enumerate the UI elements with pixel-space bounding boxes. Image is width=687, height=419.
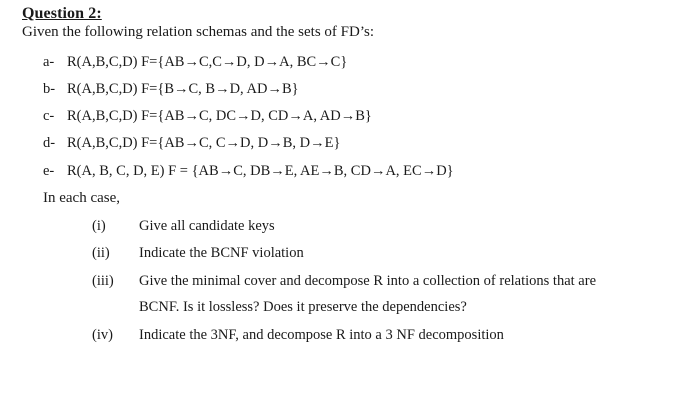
schema-letter: b- xyxy=(43,81,56,97)
schema-text: R(A,B,C,D) F={AB→C, C→D, D→B, D→E} xyxy=(67,135,341,151)
task-text: Give all candidate keys xyxy=(139,218,275,234)
question-heading: Question 2: xyxy=(22,5,102,22)
task-number: (ii) xyxy=(92,245,110,261)
schema-item-b xyxy=(43,81,299,98)
schema-text: R(A,B,C,D) F={AB→C, DC→D, CD→A, AD→B} xyxy=(67,108,372,124)
task-item-iii-continuation: BCNF. Is it lossless? Does it preserve the dependencies? xyxy=(139,299,467,315)
task-number: (iii) xyxy=(92,273,114,289)
schema-item-c xyxy=(43,108,372,125)
task-text: Give the minimal cover and decompose R into a collection of relations that are xyxy=(139,273,597,289)
schema-letter: c- xyxy=(43,108,55,124)
schema-item-a xyxy=(43,54,347,71)
schema-item-e xyxy=(43,163,454,180)
schema-text: R(A, B, C, D, E) F = {AB→C, DB→E, AE→B, CD→A, EC→D} xyxy=(67,163,454,179)
task-number: (i) xyxy=(92,218,106,234)
each-case-label: In each case, xyxy=(43,190,121,206)
task-text: Indicate the 3NF, and decompose R into a 3 NF decomposition xyxy=(139,327,504,343)
schema-letter: a- xyxy=(43,54,55,70)
schema-letter: d- xyxy=(43,135,56,151)
task-number: (iv) xyxy=(92,327,113,343)
schema-letter: e- xyxy=(43,163,55,179)
schema-text: R(A,B,C,D) F={AB→C,C→D, D→A, BC→C} xyxy=(67,54,348,70)
schema-item-d xyxy=(43,135,340,152)
schema-text: R(A,B,C,D) F={B→C, B→D, AD→B} xyxy=(67,81,299,97)
question-intro: Given the following relation schemas and the sets of FD’s: xyxy=(22,24,375,40)
task-text: Indicate the BCNF violation xyxy=(139,245,304,261)
